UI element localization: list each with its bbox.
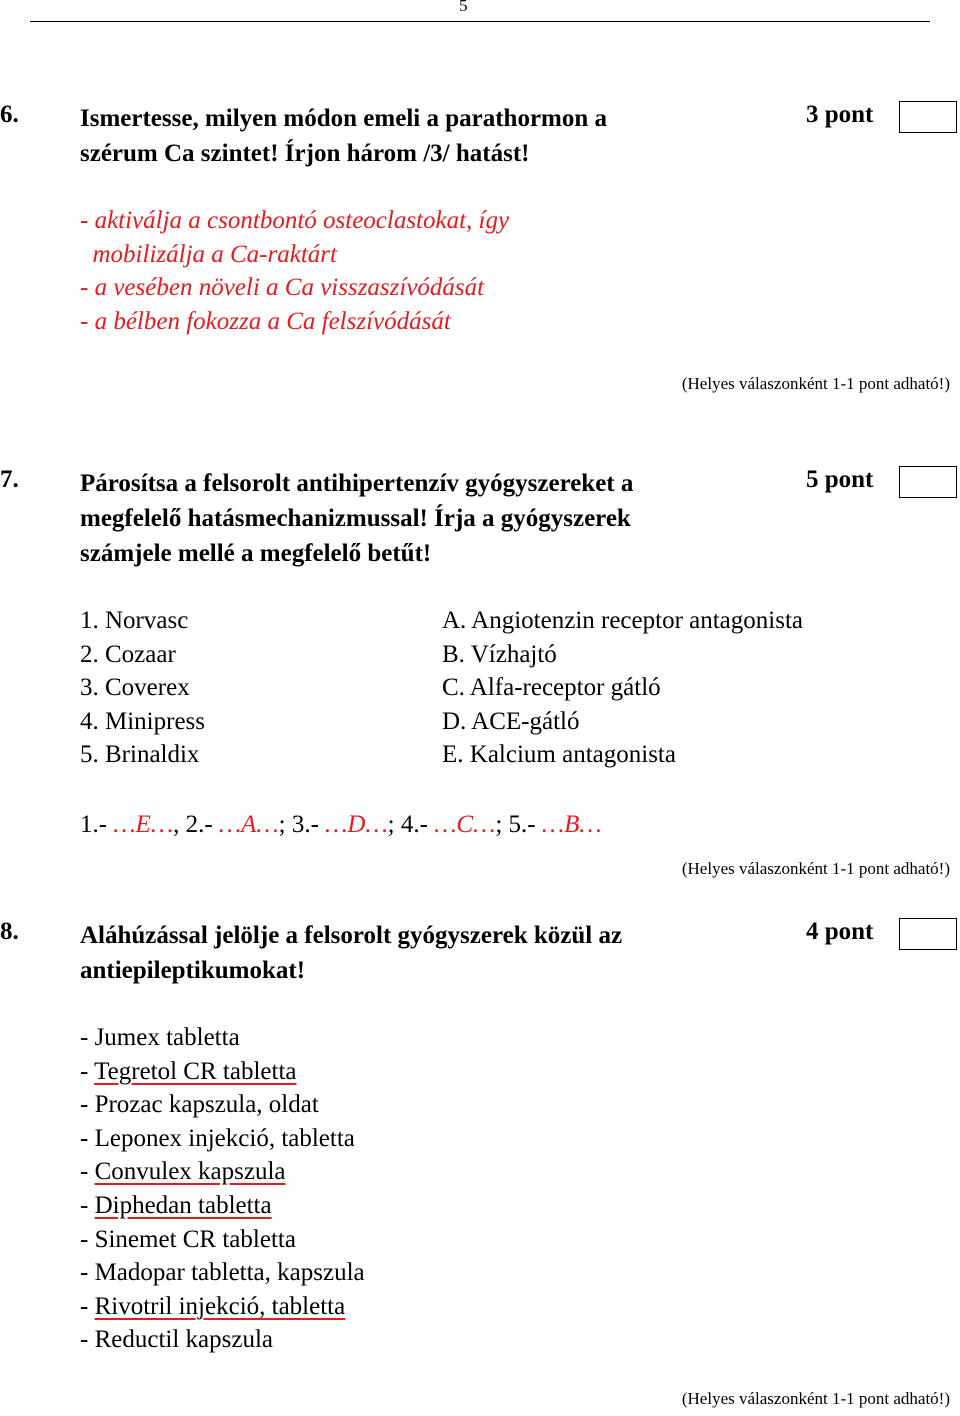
question-8-line-1: Aláhúzással jelölje a felsorolt gyógyszerek közül az xyxy=(80,922,623,949)
medication-name: Leponex injekció, tabletta xyxy=(94,1124,355,1152)
question-6-text xyxy=(80,101,607,171)
question-7-line-3: számjele mellé a megfelelő betűt! xyxy=(80,540,432,567)
page-number: 5 xyxy=(459,0,468,15)
drug-list xyxy=(80,604,205,772)
answer-label: ; 5.- xyxy=(495,811,542,838)
answer-value: …E… xyxy=(113,811,174,838)
medication-name: Prozac kapszula, oldat xyxy=(94,1091,319,1119)
medication-item xyxy=(80,1256,365,1290)
answer-value: …B… xyxy=(541,811,602,838)
question-6-score-box[interactable] xyxy=(899,101,957,133)
answer-line: - aktiválja a csontbontó osteoclastokat, így xyxy=(80,207,510,234)
question-8-scoring-note: (Helyes válaszonként 1-1 pont adható!) xyxy=(681,1389,950,1408)
item-dash: - xyxy=(80,1057,95,1085)
drug-item: 2. Cozaar xyxy=(80,640,176,668)
question-8-line-2: antiepileptikumokat! xyxy=(80,957,306,984)
question-7-number: 7. xyxy=(0,466,19,493)
mechanism-item: C. Alfa-receptor gátló xyxy=(442,674,661,702)
item-dash: - xyxy=(80,1024,95,1051)
question-6-points: 3 pont xyxy=(806,101,874,128)
answer-value: …A… xyxy=(218,811,279,838)
question-7-line-2: megfelelő hatásmechanizmussal! Írja a gyógyszerek xyxy=(80,505,631,532)
mechanism-list xyxy=(442,604,803,772)
item-dash: - xyxy=(80,1259,95,1287)
answer-label: ; 4.- xyxy=(387,811,435,838)
medication-name-underlined: Convulex kapszula xyxy=(94,1158,286,1186)
medication-item xyxy=(80,1122,365,1156)
mechanism-item: B. Vízhajtó xyxy=(442,640,557,668)
medication-name-underlined: Rivotril injekció, tabletta xyxy=(94,1292,346,1320)
item-dash: - xyxy=(80,1225,95,1253)
medication-name: Reductil kapszula xyxy=(94,1326,273,1354)
answer-value: …D… xyxy=(325,811,388,838)
medication-item xyxy=(80,1021,365,1055)
answer-value: …C… xyxy=(434,811,496,838)
question-8-number: 8. xyxy=(0,918,19,945)
question-8-points: 4 pont xyxy=(806,918,874,945)
question-7-points: 5 pont xyxy=(806,466,874,493)
answer-label: ; 3.- xyxy=(278,811,326,838)
question-6-number: 6. xyxy=(0,101,19,128)
medication-item xyxy=(80,1189,365,1223)
question-6-line-2: szérum Ca szintet! Írjon három /3/ hatást! xyxy=(80,140,530,167)
medication-item xyxy=(80,1155,365,1189)
question-8-text xyxy=(80,918,622,988)
item-dash: - xyxy=(80,1091,95,1119)
item-dash: - xyxy=(80,1124,95,1152)
medication-name-underlined: Tegretol CR tabletta xyxy=(94,1057,297,1085)
drug-item: 4. Minipress xyxy=(80,707,205,735)
item-dash: - xyxy=(80,1191,95,1219)
question-7-text xyxy=(80,466,633,571)
mechanism-item: E. Kalcium antagonista xyxy=(442,741,676,769)
drug-item: 3. Coverex xyxy=(80,674,190,702)
medication-item xyxy=(80,1223,365,1257)
medication-item xyxy=(80,1290,365,1324)
answer-line: - a bélben fokozza a Ca felszívódását xyxy=(80,307,451,335)
medication-item xyxy=(80,1088,365,1122)
question-7-score-box[interactable] xyxy=(899,466,957,498)
question-7-scoring-note: (Helyes válaszonként 1-1 pont adható!) xyxy=(681,859,950,878)
answer-label: 1.- xyxy=(80,811,114,838)
question-7-line-1: Párosítsa a felsorolt antihipertenzív gyógyszereket a xyxy=(80,470,634,497)
question-6-line-1: Ismertesse, milyen módon emeli a parathormon a xyxy=(80,105,608,132)
medication-item xyxy=(80,1323,365,1357)
medication-name: Madopar tabletta, kapszula xyxy=(94,1259,365,1287)
answer-label: , 2.- xyxy=(173,811,219,838)
header-divider xyxy=(30,21,930,22)
matching-answer-line xyxy=(80,808,602,842)
drug-item: 1. Norvasc xyxy=(80,607,189,634)
medication-name-underlined: Diphedan tabletta xyxy=(94,1191,272,1219)
medication-list xyxy=(80,1021,365,1357)
item-dash: - xyxy=(80,1158,95,1186)
medication-name: Sinemet CR tabletta xyxy=(94,1225,296,1253)
question-6-scoring-note: (Helyes válaszonként 1-1 pont adható!) xyxy=(681,374,950,393)
item-dash: - xyxy=(80,1292,95,1320)
question-6-answers xyxy=(80,204,509,338)
mechanism-item: A. Angiotenzin receptor antagonista xyxy=(442,607,803,634)
question-8-score-box[interactable] xyxy=(899,918,957,950)
item-dash: - xyxy=(80,1326,95,1354)
medication-item xyxy=(80,1055,365,1089)
answer-line: mobilizálja a Ca-raktárt xyxy=(80,240,337,268)
mechanism-item: D. ACE-gátló xyxy=(442,707,580,735)
medication-name: Jumex tabletta xyxy=(94,1024,240,1051)
answer-line: - a vesében növeli a Ca visszaszívódását xyxy=(80,274,485,301)
drug-item: 5. Brinaldix xyxy=(80,741,200,769)
